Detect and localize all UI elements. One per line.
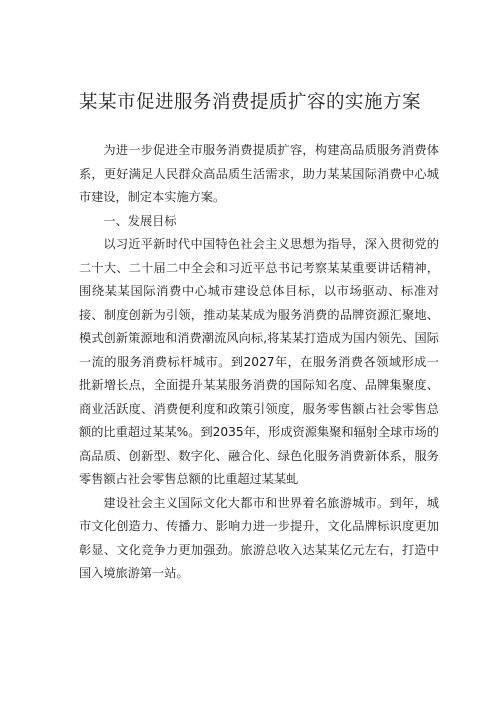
document-body [79, 139, 439, 586]
section-heading-goals: 一、发展目标 [103, 213, 177, 228]
document-title: 某某市促进服务消费提质扩容的实施方案 [78, 92, 421, 113]
intro-paragraph: 为进一步促进全市服务消费提质扩容，构建高品质服务消费体系，更好满足人民群众高品质生活需求，助力某某国际消费中心城市建设，制定本实施方案。 [79, 143, 439, 204]
goals-paragraph: 以习近平新时代中国特色社会主义思想为指导，深入贯彻党的二十大、二十届二中全会和习近平总书记考察某某重要讲话精神，围绕某某国际消费中心城市建设总体目标，以市场驱动、标准对接、制度创新为引领，推动某某成为服务消费的品牌资源汇聚地、模式创新策源地和消费潮流风向标,将某某打造成为国内领先、国际一流的服务消费标杆城市。到2027年，在服务消费各领域形成一批新增长点，全面提升某某服务消费的国际知名度、品牌集聚度、商业活跃度、消费便利度和政策引领度，服务零售额占社会零售总额的比重超过某某%。到2035年，形成资源集聚和辐射全球市场的高品质、创新型、数字化、融合化、绿色化服务消费新体系，服务零售额占社会零售总额的比重超过某某虬 [79, 237, 439, 486]
culture-tourism-paragraph: 建设社会主义国际文化大都市和世界着名旅游城市。到年，城市文化创造力、传播力、影响力进一步提升，文化品牌标识度更加彰显、文化竞争力更加强劲。旅游总收入达某某亿元左右，打造中国入境旅游第一站。 [79, 495, 439, 580]
